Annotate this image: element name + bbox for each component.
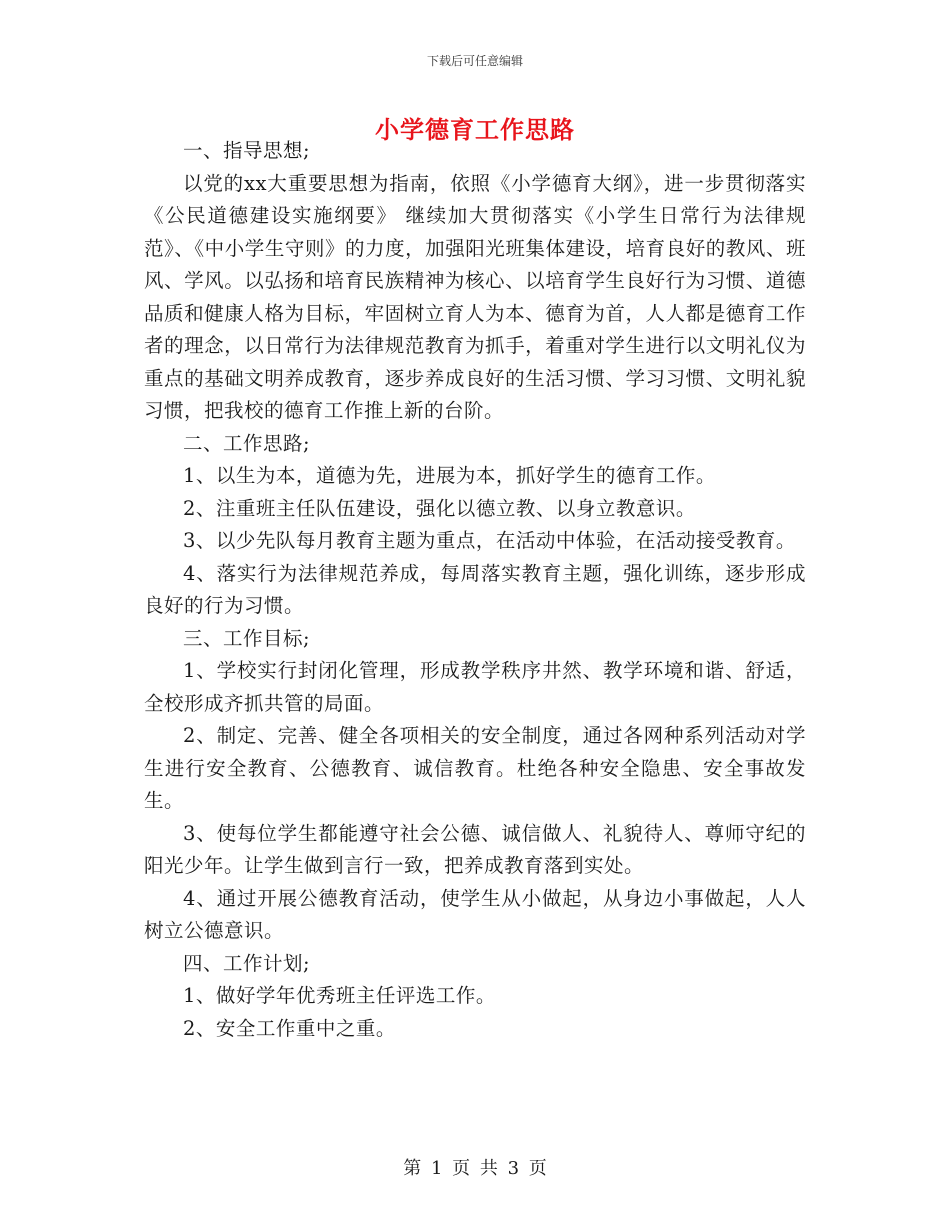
download-note: 下载后可任意编辑 xyxy=(426,54,523,68)
list-item-goal-3: 3、使每位学生都能遵守社会公德、诚信做人、礼貌待人、尊师守纪的阳光少年。让学生做到言行一致，把养成教育落到实处。 xyxy=(144,821,806,877)
document-body xyxy=(144,135,806,1045)
list-item-plan-1: 1、做好学年优秀班主任评选工作。 xyxy=(183,984,496,1007)
section-heading-work-approach: 二、工作思路; xyxy=(183,431,311,455)
list-item-approach-3: 3、以少先队每月教育主题为重点，在活动中体验，在活动接受教育。 xyxy=(183,529,796,552)
list-item-approach-4: 4、落实行为法律规范养成，每周落实教育主题，强化训练，逐步形成良好的行为习惯。 xyxy=(144,561,806,617)
list-item-approach-1: 1、以生为本，道德为先，进展为本，抓好学生的德育工作。 xyxy=(183,464,716,487)
section-heading-work-plan: 四、工作计划; xyxy=(183,951,311,975)
list-item-goal-1: 1、学校实行封闭化管理，形成教学秩序井然、教学环境和谐、舒适，全校形成齐抓共管的局面。 xyxy=(144,659,806,715)
section-heading-work-goals: 三、工作目标; xyxy=(183,626,311,650)
section-heading-guiding-thought: 一、指导思想; xyxy=(183,139,311,162)
list-item-goal-2: 2、制定、完善、健全各项相关的安全制度，通过各网种系列活动对学生进行安全教育、公德教育、诚信教育。杜绝各种安全隐患、安全事故发生。 xyxy=(144,724,806,812)
paragraph-guiding-thought: 以党的xx大重要思想为指南，依照《小学德育大纲》，进一步贯彻落实《公民道德建设实施纲要》 继续加大贯彻落实《小学生日常行为法律规范》、《中小学生守则》的力度，加强阳光班集体建设，培育良好的教风、班风、学风。以弘扬和培育民族精神为核心、以培育学生良好行为习惯、道德品质和健康人格为目标，牢固树立育人为本、德育为首，人人都是德育工作者的理念，以日常行为法律规范教育为抓手，着重对学生进行以文明礼仪为重点的基础文明养成教育，逐步养成良好的生活习惯、学习习惯、文明礼貌习惯，把我校的德育工作推上新的台阶。 xyxy=(144,171,806,422)
document-title: 小学德育工作思路 xyxy=(375,115,575,144)
list-item-goal-4: 4、通过开展公德教育活动，使学生从小做起，从身边小事做起，人人树立公德意识。 xyxy=(144,886,806,942)
list-item-plan-2: 2、安全工作重中之重。 xyxy=(183,1016,396,1040)
page-number: 第 1 页 共 3 页 xyxy=(403,1158,547,1179)
list-item-approach-2: 2、注重班主任队伍建设，强化以德立教、以身立教意识。 xyxy=(183,496,696,520)
